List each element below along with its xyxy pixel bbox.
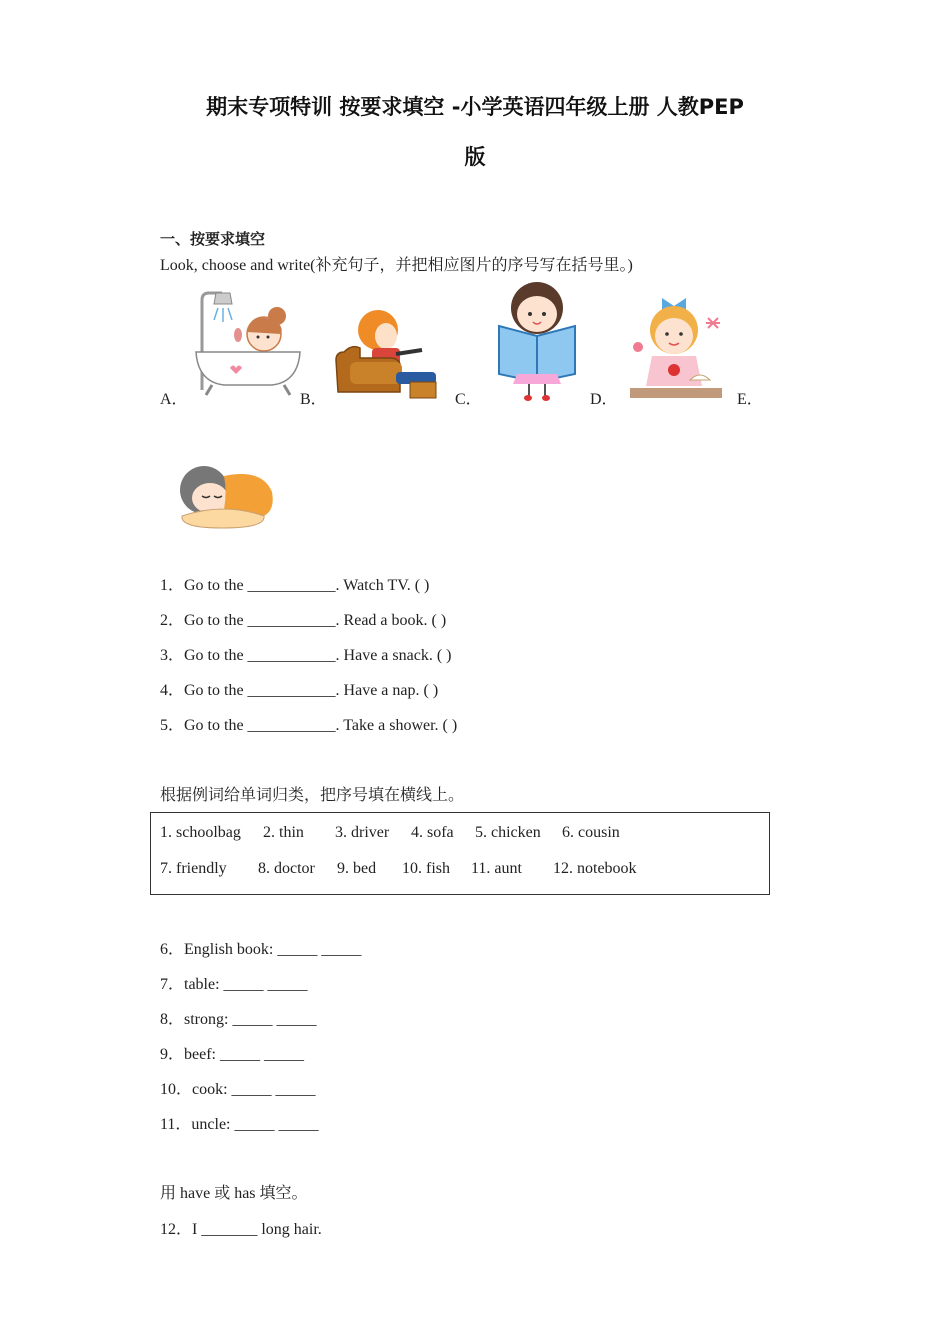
word-item: 1. schoolbag <box>160 824 241 841</box>
word-bank-box <box>150 812 770 895</box>
word-item: 9. bed <box>337 860 377 877</box>
section-heading: 一、按要求填空 <box>160 230 266 248</box>
word-item: 11. aunt <box>471 860 522 877</box>
word-item: 3. driver <box>335 824 390 841</box>
girl-reading-icon <box>495 282 580 402</box>
word-item: 10. fish <box>402 860 450 877</box>
section3-instruction: 用 have 或 has 填空。 <box>160 1185 308 1202</box>
word-item: 4. sofa <box>411 824 454 841</box>
word-item: 2. thin <box>263 824 304 841</box>
word-item: 5. chicken <box>475 824 541 841</box>
girl-napping-icon <box>170 462 280 532</box>
question-11: 11．uncle: _____ _____ <box>160 1116 319 1133</box>
question-9: 9．beef: _____ _____ <box>160 1046 304 1063</box>
question-6: 6．English book: _____ _____ <box>160 941 362 958</box>
label-d: D． <box>590 391 618 408</box>
word-item: 12. notebook <box>553 860 637 877</box>
question-4: 4．Go to the ___________. Have a nap. ( ) <box>160 682 439 699</box>
label-b: B． <box>300 391 327 408</box>
title-line-2: 版 <box>464 145 486 169</box>
question-1: 1．Go to the ___________. Watch TV. ( ) <box>160 577 430 594</box>
title-line-1: 期末专项特训 按要求填空 -小学英语四年级上册 人教PEP <box>206 95 744 119</box>
label-e: E． <box>737 391 763 408</box>
section2-instruction: 根据例词给单词归类，把序号填在横线上。 <box>160 787 465 804</box>
girl-snack-icon <box>626 290 726 402</box>
word-item: 6. cousin <box>562 824 620 841</box>
question-5: 5．Go to the ___________. Take a shower. ( ) <box>160 717 458 734</box>
question-2: 2．Go to the ___________. Read a book. ( ) <box>160 612 447 629</box>
label-c: C． <box>455 391 482 408</box>
question-7: 7．table: _____ _____ <box>160 976 308 993</box>
question-3: 3．Go to the ___________. Have a snack. ( ) <box>160 647 452 664</box>
girl-bathing-icon <box>192 290 307 402</box>
page-title <box>140 82 810 182</box>
word-item: 7. friendly <box>160 860 227 877</box>
section-instruction: Look, choose and write(补充句子，并把相应图片的序号写在括号里。) <box>160 257 633 274</box>
question-10: 10．cook: _____ _____ <box>160 1081 316 1098</box>
word-item: 8. doctor <box>258 860 315 877</box>
question-8: 8．strong: _____ _____ <box>160 1011 317 1028</box>
question-12: 12．I _______ long hair. <box>160 1221 322 1238</box>
label-a: A． <box>160 391 188 408</box>
boy-watching-tv-icon <box>330 300 440 400</box>
